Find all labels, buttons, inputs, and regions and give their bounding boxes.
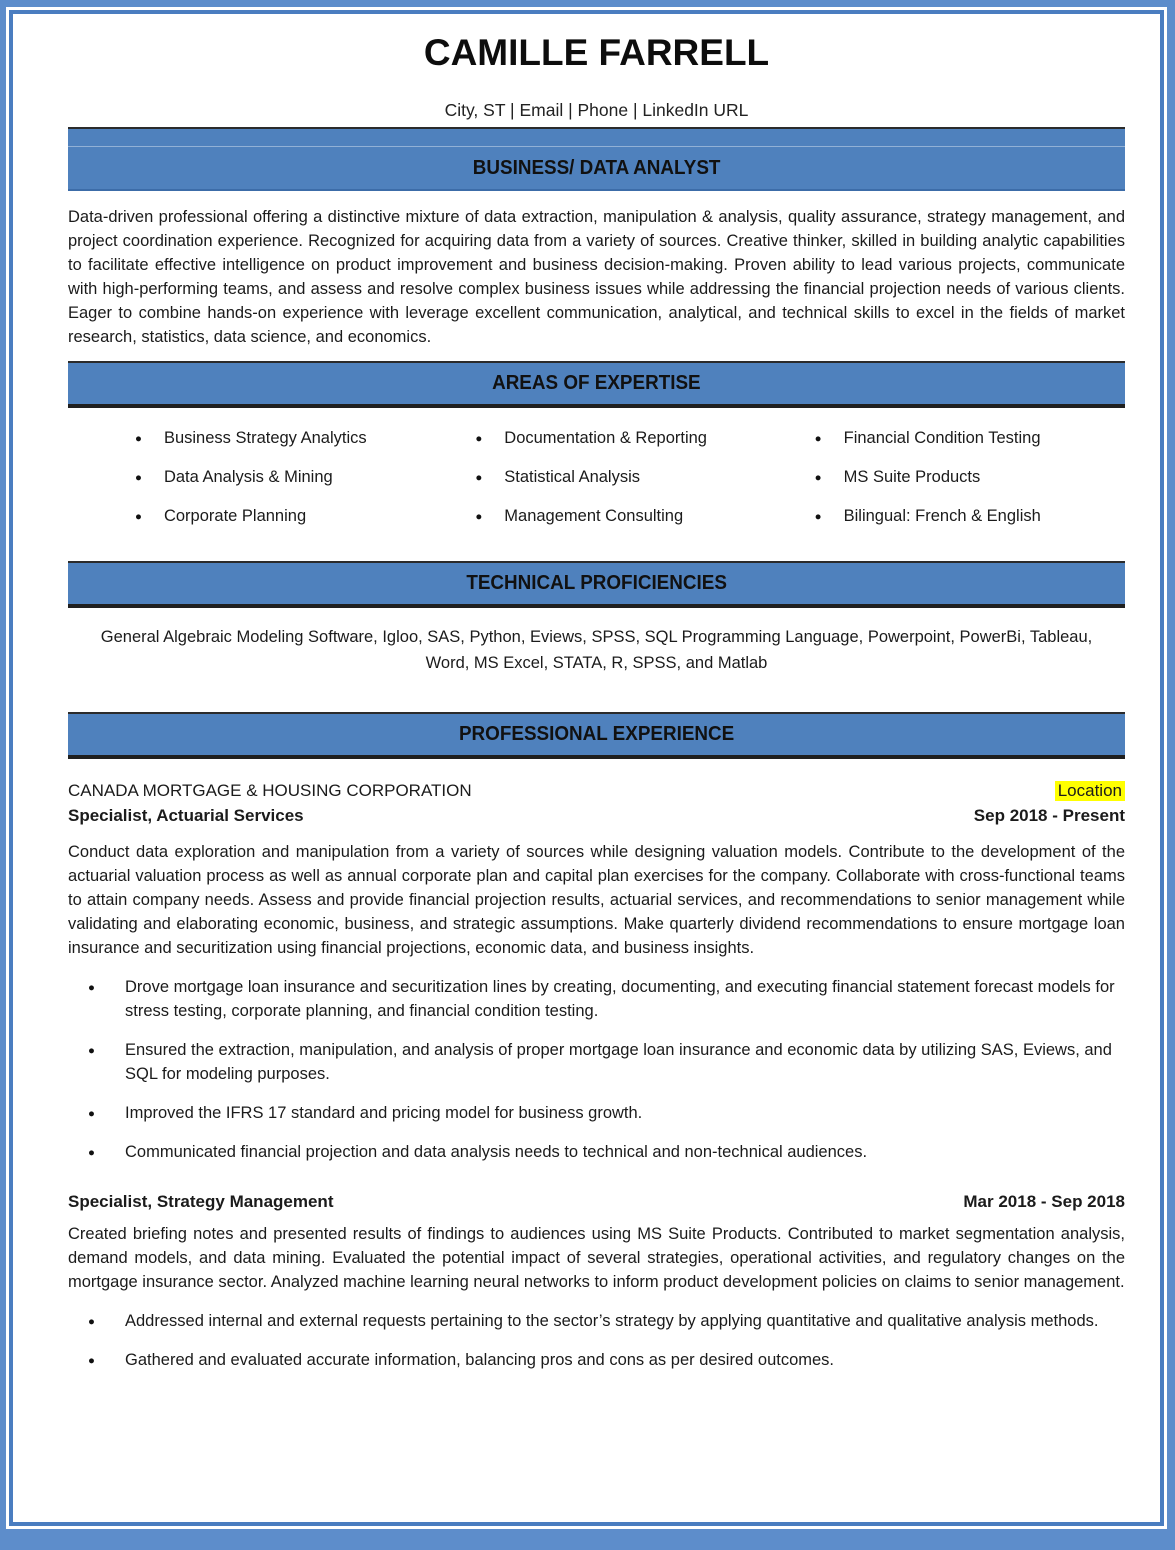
role-row [68,1192,1125,1212]
bullet-text: Ensured the extraction, manipulation, and analysis of proper mortgage loan insurance and economic data by utilizing SAS, Eviews, and SQL for modeling purposes. [125,1041,1112,1083]
page-frame [6,7,1167,1529]
bullet-text: Gathered and evaluated accurate information, balancing pros and cons as per desired outcomes. [125,1351,835,1369]
expertise-item [135,467,420,490]
bullet-icon [88,1140,117,1166]
role-bullet-list [68,975,1125,1164]
role-row [68,806,1125,826]
resume-sheet [9,10,1164,1526]
contact-line: City, ST | Email | Phone | LinkedIn URL [444,100,749,120]
expertise-label: Statistical Analysis [504,468,641,486]
bullet-item [88,1309,1125,1333]
section-banner-expertise [68,361,1125,408]
bullet-icon [88,1038,117,1064]
bullet-icon [475,428,504,451]
bullet-item [88,1140,1125,1164]
expertise-label: Corporate Planning [163,507,307,525]
bullet-icon [88,1348,117,1374]
technical-proficiencies-text: General Algebraic Modeling Software, Igloo, SAS, Python, Eviews, SPSS, SQL Programming Language, Powerpoint, PowerBi, Tableau, Word, MS Excel, STATA, R, SPSS, and Matlab [100,628,1093,672]
experience-heading: PROFESSIONAL EXPERIENCE [458,722,735,745]
bullet-icon [135,428,164,451]
role-dates: Mar 2018 - Sep 2018 [963,1192,1125,1211]
bullet-text: Communicated financial projection and data analysis needs to technical and non-technical audiences. [125,1143,868,1161]
bullet-item [88,975,1125,1023]
section-banner-experience [68,712,1125,759]
expertise-item [815,506,1125,529]
expertise-column [68,428,420,545]
role-title: Specialist, Actuarial Services [68,806,304,825]
expertise-column [420,428,772,545]
bullet-text: Addressed internal and external requests pertaining to the sector’s strategy by applying quantitative and qualitative analysis methods. [125,1312,1099,1330]
expertise-column [773,428,1125,545]
bullet-icon [135,467,164,490]
technical-heading: TECHNICAL PROFICIENCIES [466,571,727,594]
bullet-icon [475,467,504,490]
role-bullet-list [68,1309,1125,1372]
expertise-item [815,467,1125,490]
employer-row [68,781,1125,801]
expertise-label: Financial Condition Testing [843,429,1041,447]
bullet-item [88,1101,1125,1125]
expertise-label: Bilingual: French & English [843,507,1041,525]
expertise-label: Management Consulting [504,507,684,525]
expertise-item [475,428,772,451]
expertise-item [815,428,1125,451]
company-name: CANADA MORTGAGE & HOUSING CORPORATION [68,781,472,800]
bullet-icon [88,1101,117,1127]
bullet-icon [815,506,844,529]
candidate-name: CAMILLE FARRELL [423,32,770,73]
bullet-icon [88,1309,117,1335]
expertise-grid [68,428,1125,545]
expertise-heading: AREAS OF EXPERTISE [492,371,701,394]
bullet-item [88,1038,1125,1086]
role-summary: Created briefing notes and presented results of findings to audiences using MS Suite Products. Contributed to market segmentation analysis, demand models, and data mining. Evaluated the potential impact of several strategies, operational activities, and regulatory changes on the mortgage insurance sector. Analyzed machine learning neural networks to inform product development policies on claims to senior management. [68,1225,1125,1291]
section-banner-technical [68,561,1125,608]
bullet-icon [135,506,164,529]
expertise-item [135,428,420,451]
role-summary: Conduct data exploration and manipulation from a variety of sources while designing valuation models. Contribute to the development of the actuarial valuation process as well as annual corporate plan and capital plan exercises for the company. Collaborate with cross-functional teams to attain company needs. Assess and provide financial projection results, actuarial services, and recommendations to senior management while validating and elaborating economic, business, and strategic assumptions. Make quarterly dividend recommendations to ensure mortgage loan insurance and securitization using financial projections, economic data, and business insights. [68,843,1125,957]
expertise-item [475,506,772,529]
role-dates: Sep 2018 - Present [973,806,1125,825]
bullet-text: Drove mortgage loan insurance and securitization lines by creating, documenting, and executing financial statement forecast models for stress testing, corporate planning, and financial condition testing. [125,978,1115,1020]
summary-paragraph: Data-driven professional offering a distinctive mixture of data extraction, manipulation & analysis, quality assurance, strategy management, and project coordination experience. Recognized for acquiring data from a variety of sources. Creative thinker, skilled in building analytic capabilities to facilitate effective intelligence on product improvement and business decision-making. Proven ability to lead various projects, communicate with high-performing teams, and assess and resolve complex business issues while addressing the financial projection needs of various clients. Eager to combine hands-on experience with leverage excellent communication, analytical, and technical skills to excel in the fields of market research, statistics, data science, and economics. [68,208,1125,346]
expertise-label: MS Suite Products [843,468,981,486]
role-title: Specialist, Strategy Management [68,1192,334,1211]
expertise-label: Business Strategy Analytics [163,429,367,447]
expertise-item [475,467,772,490]
bullet-text: Improved the IFRS 17 standard and pricing model for business growth. [125,1104,643,1122]
bullet-item [88,1348,1125,1372]
expertise-label: Documentation & Reporting [504,429,707,447]
section-banner-role-title [68,127,1125,191]
role-title-label: BUSINESS/ DATA ANALYST [472,156,721,179]
bullet-icon [815,428,844,451]
bullet-icon [815,467,844,490]
expertise-item [135,506,420,529]
bullet-icon [475,506,504,529]
bullet-icon [88,975,117,1001]
expertise-label: Data Analysis & Mining [163,468,333,486]
location-highlight: Location [1055,781,1125,801]
